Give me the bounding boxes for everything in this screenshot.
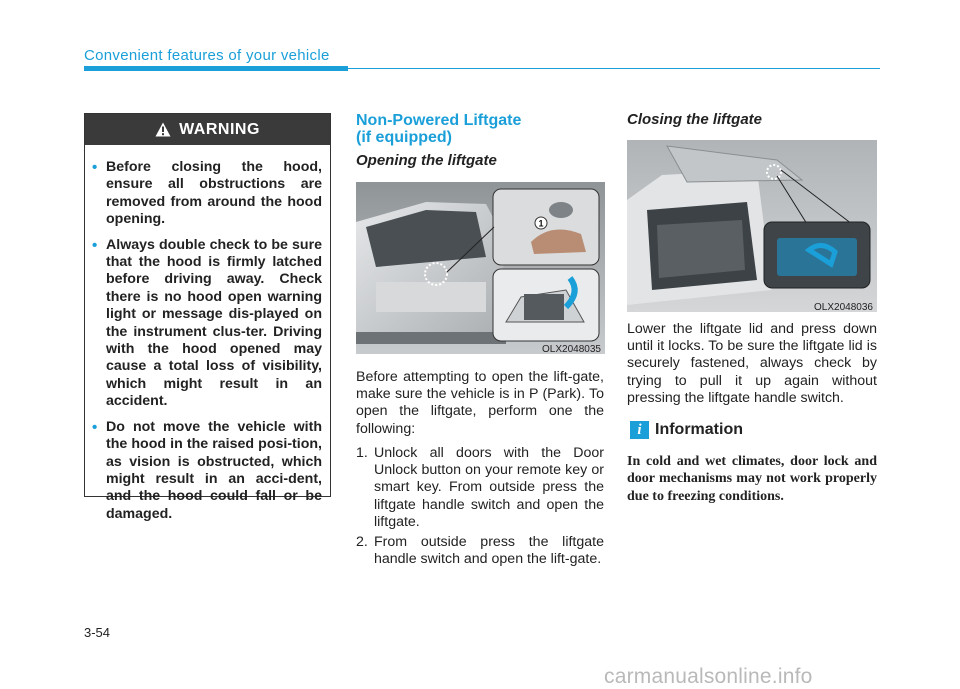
subtitle-closing: Closing the liftgate: [627, 111, 762, 128]
section-title: [356, 112, 606, 146]
opening-intro-text: Before attempting to open the lift-gate, make sure the vehicle is in P (Park). To open the liftgate, perform one the following:: [356, 369, 604, 437]
warning-item: • Always double check to be sure that the hood is firmly latched before driving away. Check there is no hood open warning light or message dis-played on the instrument clus-ter. Driving with the hood opened may cause a total loss of visibility, which might result in an accident.: [101, 237, 322, 411]
warning-item: • Before closing the hood, ensure all obstructions are removed from around the hood opening.: [101, 159, 322, 229]
step-item: [356, 534, 604, 568]
figure-code: OLX2048036: [814, 302, 873, 313]
step-number: 2.: [356, 534, 368, 551]
header-accent-bar: [84, 66, 348, 71]
opening-steps-list: [356, 445, 604, 571]
section-title-line: Non-Powered Liftgate: [356, 112, 522, 129]
figure-closing-liftgate: [627, 140, 877, 312]
step-text: Unlock all doors with the Door Unlock button on your remote key or smart key. From outside press the liftgate handle switch and open the liftgate.: [374, 445, 604, 530]
section-title-line: (if equipped): [356, 129, 452, 146]
warning-list: [101, 159, 322, 523]
warning-triangle-icon: [155, 122, 171, 137]
step-item: [356, 445, 604, 531]
info-text: In cold and wet climates, door lock and door mechanisms may not work properly due to freezing conditions.: [627, 454, 877, 504]
warning-box: [84, 113, 331, 522]
figure-callout-number: 1: [538, 218, 544, 229]
warning-header: [85, 114, 330, 145]
header-rule: [348, 68, 880, 69]
liftgate-closing-illustration: [627, 140, 877, 312]
header-section-title: Convenient features of your vehicle: [84, 47, 330, 64]
figure-code: OLX2048035: [542, 344, 601, 355]
subtitle-opening: Opening the liftgate: [356, 152, 497, 169]
info-title: Information: [655, 421, 743, 438]
liftgate-opening-illustration: [356, 182, 605, 354]
step-text: From outside press the liftgate handle switch and open the lift-gate.: [374, 534, 604, 568]
warning-title: WARNING: [179, 120, 260, 138]
page-number: 3-54: [84, 625, 111, 640]
figure-opening-liftgate: [356, 182, 605, 354]
step-number: 1.: [356, 445, 368, 461]
info-icon: i: [630, 421, 649, 439]
closing-body-text: Lower the liftgate lid and press down until it locks. To be sure the liftgate lid is securely fastened, always check by trying to pull it up again without pressing the liftgate handle switch.: [627, 321, 877, 406]
watermark: carmanualsonline.info: [604, 665, 813, 688]
warning-item: • Do not move the vehicle with the hood in the raised posi-tion, as vision is obstructed, which might result in an acci-dent, and the hood could fall or be damaged.: [101, 419, 322, 523]
